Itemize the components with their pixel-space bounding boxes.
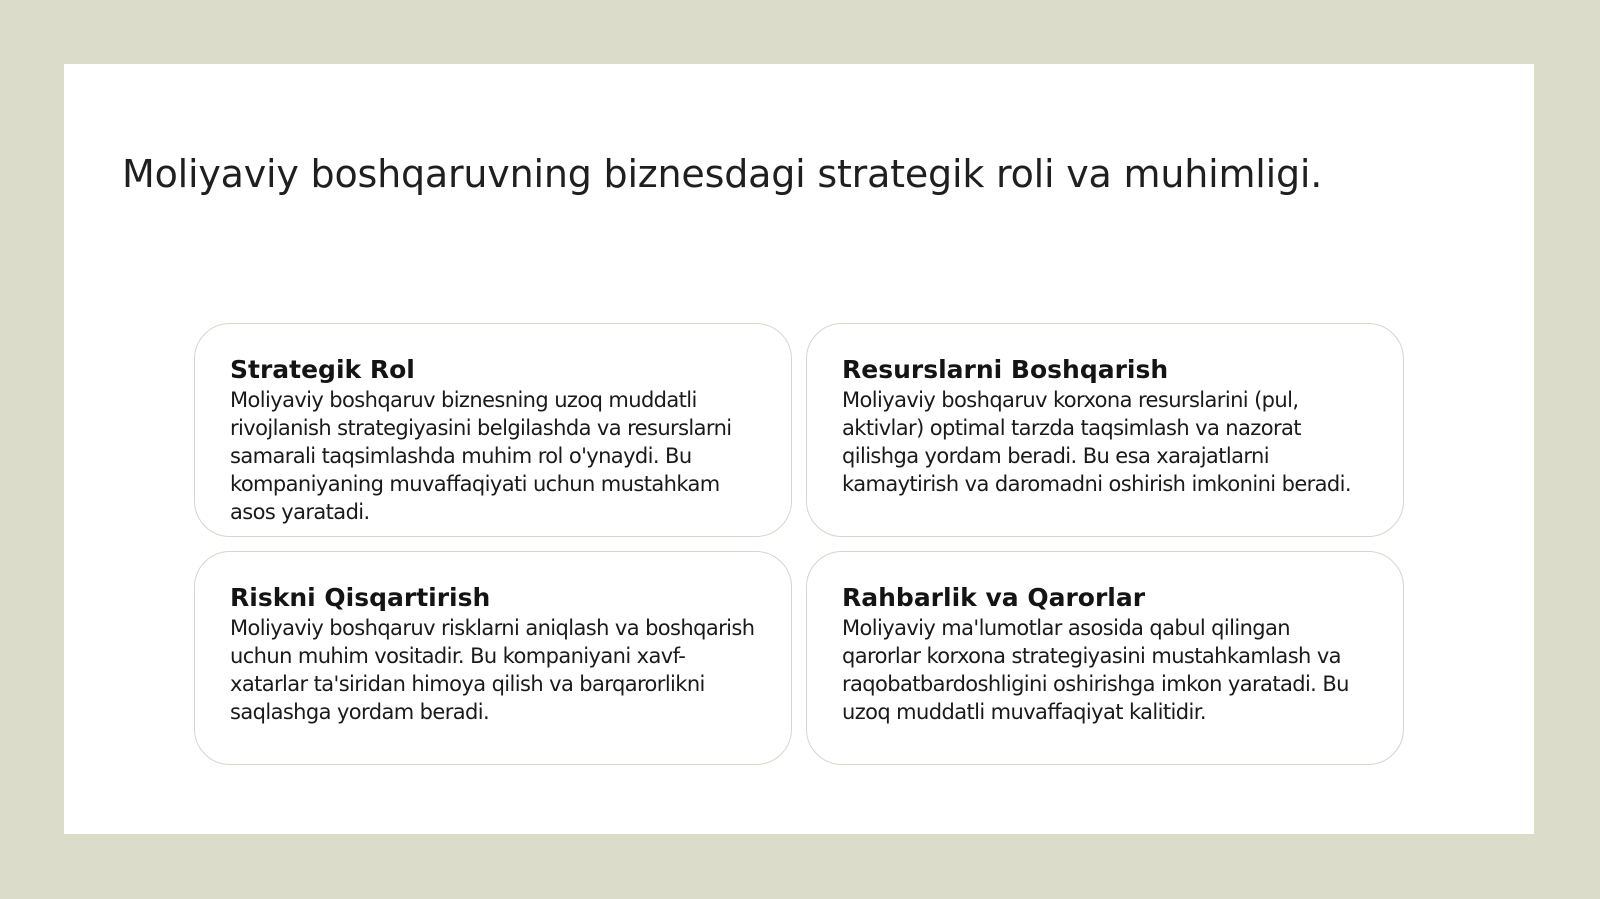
card-strategik-rol (194, 323, 792, 537)
card-text: Moliyaviy boshqaruv biznesning uzoq muddatli rivojlanish strategiyasini belgilashda va resurslarni samarali taqsimlashda muhim rol o'ynaydi. Bu kompaniyaning muvaffaqiyati uchun mustahkam asos yaratadi. (230, 388, 732, 524)
card-title: Strategik Rol (230, 355, 415, 384)
slide (64, 64, 1534, 834)
card-rahbarlik-va-qarorlar (806, 551, 1404, 765)
slide-title: Moliyaviy boshqaruvning biznesdagi strategik roli va muhimligi. (122, 152, 1323, 196)
card-title: Resurslarni Boshqarish (842, 355, 1169, 384)
card-text: Moliyaviy ma'lumotlar asosida qabul qilingan qarorlar korxona strategiyasini mustahkamlash va raqobatbardoshligini oshirishga imkon yaratadi. Bu uzoq muddatli muvaffaqiyat kalitidir. (842, 616, 1349, 724)
card-riskni-qisqartirish (194, 551, 792, 765)
card-text: Moliyaviy boshqaruv risklarni aniqlash va boshqarish uchun muhim vositadir. Bu kompaniyani xavf-xatarlar ta'siridan himoya qilish va barqarorlikni saqlashga yordam beradi. (230, 616, 755, 724)
card-title: Rahbarlik va Qarorlar (842, 583, 1146, 612)
card-resurslarni-boshqarish (806, 323, 1404, 537)
card-title: Riskni Qisqartirish (230, 583, 491, 612)
card-text: Moliyaviy boshqaruv korxona resurslarini (pul, aktivlar) optimal tarzda taqsimlash va nazorat qilishga yordam beradi. Bu esa xarajatlarni kamaytirish va daromadni oshirish imkonini beradi. (842, 388, 1351, 496)
